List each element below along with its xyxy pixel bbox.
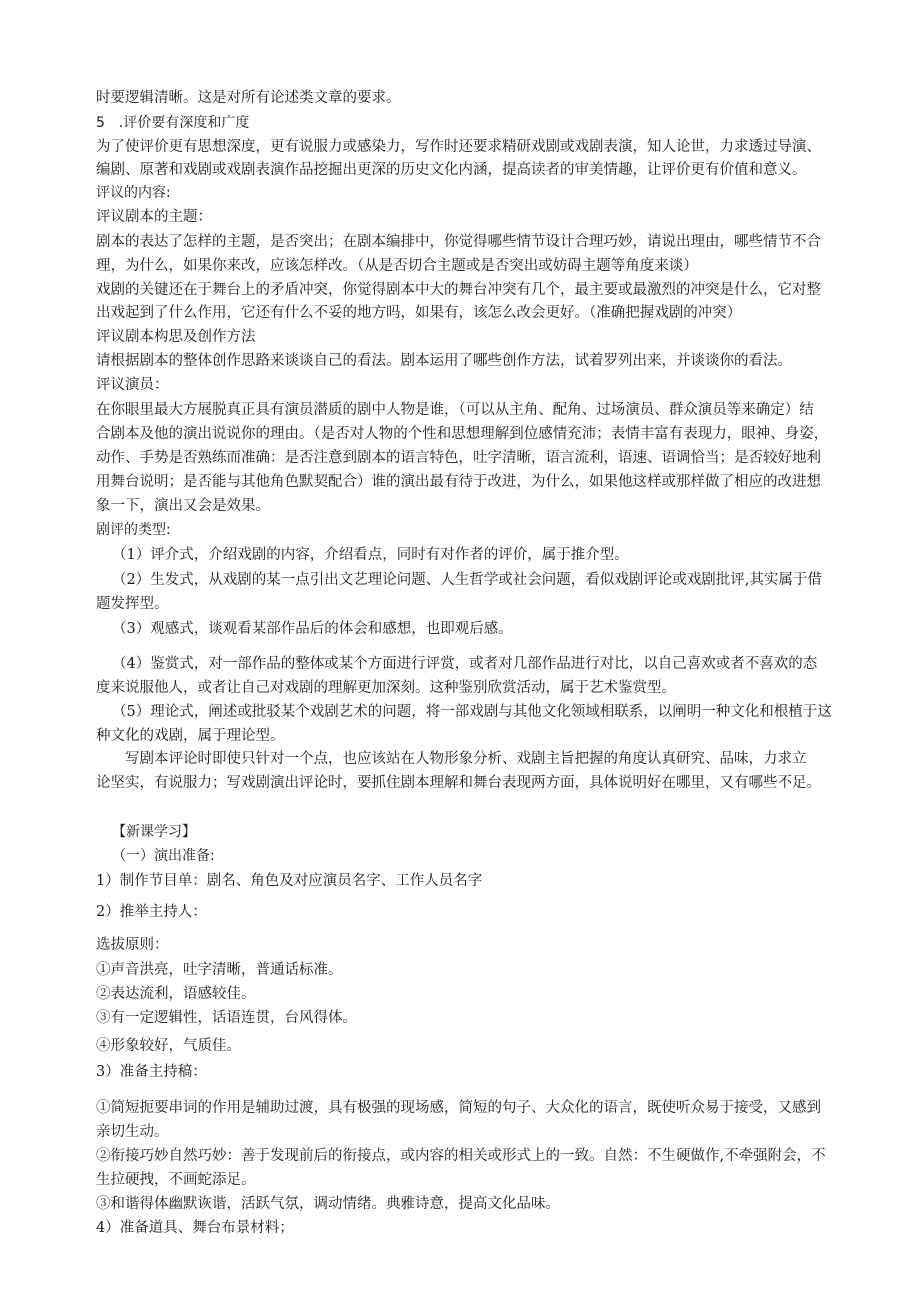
rule-item: ①声音洪亮，吐字清晰，普通话标准。 (96, 962, 343, 978)
rule-item: ④形象较好，气质佳。 (96, 1038, 241, 1054)
conflict-text: 出戏起到了什么作用，它还有什么不妥的地方吗，如果有，该怎么改会更好。（准确把握戏剧的冲突） (96, 305, 742, 321)
writing-item: 生拉硬拽，不画蛇添足。 (96, 1172, 256, 1188)
actor-text: 象一下，演出又会是效果。 (96, 498, 270, 514)
summary-text: 写剧本评论时即使只针对一个点，也应该站在人物形象分析、戏剧主旨把握的角度认真研究、品味，力求立 (96, 751, 807, 767)
type-item: 题发挥型。 (96, 596, 169, 612)
step-item: 3）准备主持稿： (96, 1064, 207, 1080)
actor-text: 用舞台说明；是否能与其他角色默契配合）谁的演出最有待于改进，为什么，如果他这样或那样做了相应的改进想 (96, 474, 821, 490)
step-item: 4）准备道具、舞台布景材料； (96, 1220, 294, 1236)
step-item: 1）制作节目单：剧名、角色及对应演员名字、工作人员名字 (96, 873, 483, 889)
theme-heading: 评议剧本的主题： (96, 209, 212, 225)
type-item: 种文化的戏剧，属于理论型。 (96, 728, 285, 744)
rule-item: ②表达流利，语感较佳。 (96, 986, 256, 1002)
types-heading: 剧评的类型: (96, 522, 171, 538)
prep-heading: （一）演出准备: (112, 848, 215, 864)
writing-item: 亲切生动。 (96, 1124, 169, 1140)
section-5-heading: 5 .评价要有深度和广度 (96, 115, 250, 131)
new-lesson-heading: 【新课学习】 (112, 824, 196, 840)
writing-item: ②衔接巧妙自然巧妙：善于发现前后的衔接点，或内容的相关或形式上的一致。自然：不生硬做作,不牵强附会，不 (96, 1148, 826, 1164)
conflict-text: 戏剧的关键还在于舞台上的矛盾冲突，你觉得剧本中大的舞台冲突有几个，最主要或最激烈的冲突是什么，它对整 (96, 282, 821, 298)
writing-item: ①简短扼要串词的作用是辅助过渡，具有极强的现场感，简短的句子、大众化的语言，既使听众易于接受，又感到 (96, 1100, 821, 1116)
actor-heading: 评议演员： (96, 377, 169, 393)
section-5-text: 编剧、原著和戏剧或戏剧表演作品挖掘出更深的历史文化内涵，提高读者的审美情趣，让评价更有价值和意义。 (96, 162, 807, 178)
theme-text: 理，为什么，如果你来改，应该怎样改。（从是否切合主题或是否突出或妨碍主题等角度来谈） (96, 258, 698, 274)
select-heading: 选拔原则： (96, 937, 169, 953)
type-item: （1）评介式，介绍戏剧的内容，介绍看点，同时有对作者的评价，属于推介型。 (112, 547, 629, 563)
actor-text: 在你眼里最大方展脱真正具有演员潜质的剧中人物是谁，（可以从主角、配角、过场演员、群众演员等来确定）结 (96, 402, 814, 418)
summary-text: 论坚实，有说服力；写戏剧演出评论时，要抓住剧本理解和舞台表现两方面，具体说明好在哪里，又有哪些不足。 (96, 775, 821, 791)
actor-text: 动作、手势是否熟练而准确：是否注意到剧本的语言特色，吐字清晰，语言流利，语速、语调恰当；是否较好地利 (96, 450, 821, 466)
rule-item: ③有一定逻辑性，话语连贯，台风得体。 (96, 1010, 357, 1026)
type-item: （2）生发式，从戏剧的某一点引出文艺理论问题、人生哲学或社会问题，看似戏剧评论或戏剧批评,其实属于借 (112, 572, 822, 588)
intro-line: 时要逻辑清晰。这是对所有论述类文章的要求。 (96, 90, 401, 106)
actor-text: 合剧本及他的演出说说你的理由。（是否对人物的个性和思想理解到位感情充沛；表情丰富有表现力，眼神、身姿， (96, 426, 829, 442)
step-item: 2）推举主持人： (96, 904, 207, 920)
method-text: 请根据剧本的整体创作思路来谈谈自己的看法。剧本运用了哪些创作方法，试着罗列出来，并谈谈你的看法。 (96, 353, 792, 369)
method-heading: 评议剧本构思及创作方法 (96, 329, 256, 345)
content-heading: 评议的内容: (96, 185, 171, 201)
type-item: 度来说服他人，或者让自己对戏剧的理解更加深刻。这种鉴别欣赏活动，属于艺术鉴赏型。 (96, 680, 676, 696)
section-5-text: 为了使评价更有思想深度，更有说服力或感染力，写作时还要求精研戏剧或戏剧表演，知人论世，力求透过导演、 (96, 139, 821, 155)
theme-text: 剧本的表达了怎样的主题，是否突出；在剧本编排中，你觉得哪些情节设计合理巧妙，请说出理由，哪些情节不合 (96, 234, 821, 250)
writing-item: ③和谐得体幽默诙谐，活跃气氛，调动情绪。典雅诗意，提高文化品味。 (96, 1196, 560, 1212)
type-item: （3）观感式，谈观看某部作品后的体会和感想，也即观后感。 (112, 621, 513, 637)
type-item: （4）鉴赏式，对一部作品的整体或某个方面进行评赏，或者对几部作品进行对比，以自己喜欢或者不喜欢的态 (112, 656, 818, 672)
type-item: （5）理论式，阐述或批驳某个戏剧艺术的问题，将一部戏剧与其他文化领域相联系，以阐明一种文化和根植于这 (112, 704, 832, 720)
